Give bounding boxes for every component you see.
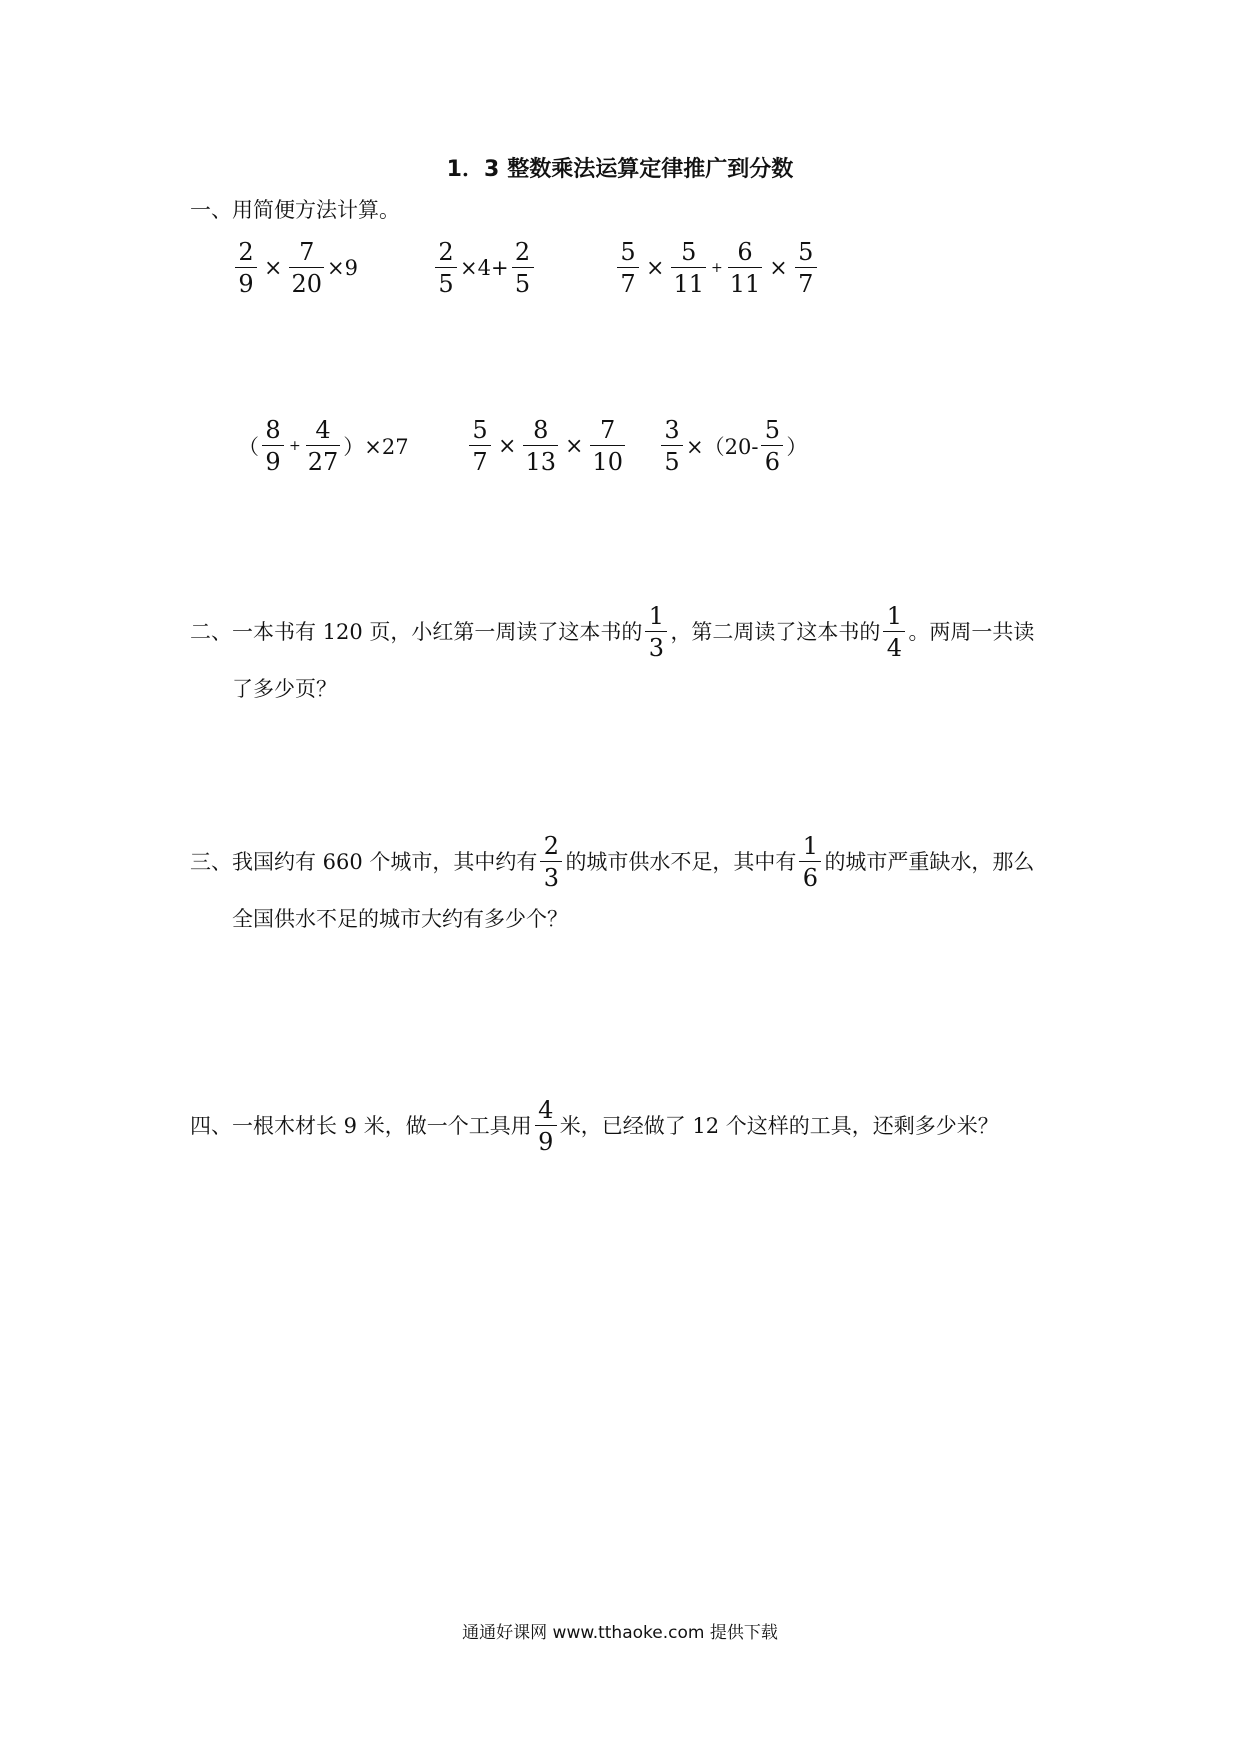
section1-heading: 一、用简便方法计算。 xyxy=(190,198,400,222)
problem-3-text-c: 的城市严重缺水，那么 xyxy=(824,850,1035,874)
fraction: $\frac{6}{11}$ xyxy=(729,238,761,298)
fraction: $\frac{5}{7}$ xyxy=(617,240,639,296)
fraction: $\frac{1}{4}$ xyxy=(883,604,905,660)
problem-2-text-c: 。两周一共读 xyxy=(908,620,1035,644)
fraction: $\frac{4}{27}$ xyxy=(307,416,339,476)
close-paren: ） xyxy=(786,435,808,459)
times-sign: × xyxy=(769,255,788,281)
fraction: $\frac{3}{5}$ xyxy=(661,418,683,474)
expression-1 xyxy=(232,240,358,296)
problem-4-line-1 xyxy=(190,1098,1070,1154)
problem-4 xyxy=(190,1098,1070,1154)
fraction: $\frac{1}{6}$ xyxy=(799,834,821,890)
problem-4-text-a: 四、一根木材长 9 米，做一个工具用 xyxy=(190,1114,532,1138)
expression-tail: ×9 xyxy=(326,256,358,280)
problem-3-line-2: 全国供水不足的城市大约有多少个？ xyxy=(232,907,568,931)
fraction: $\frac{7}{10}$ xyxy=(592,416,623,476)
fraction: $\frac{2}{9}$ xyxy=(235,240,257,296)
fraction: $\frac{5}{7}$ xyxy=(795,240,817,296)
fraction: $\frac{5}{6}$ xyxy=(761,418,783,474)
times-sign: × xyxy=(646,255,665,281)
problem-4-text-b: 米，已经做了 12 个这样的工具，还剩多少米？ xyxy=(559,1114,999,1138)
open-paren: （ xyxy=(238,435,259,459)
expression-2 xyxy=(432,240,537,296)
footer-credit: 通通好课网 www.tthaoke.com 提供下载 xyxy=(462,1623,778,1643)
fraction: $\frac{8}{13}$ xyxy=(525,416,556,476)
problem-3 xyxy=(190,834,1070,938)
expression-6 xyxy=(658,418,807,474)
fraction: $\frac{8}{9}$ xyxy=(262,418,284,474)
plus-sign: + xyxy=(710,260,723,276)
fraction: $\frac{2}{5}$ xyxy=(435,240,457,296)
problem-2-text-b: ，第二周读了这本书的 xyxy=(670,620,881,644)
problem-2-line-1 xyxy=(190,604,1070,660)
expression-mid: ×4+ xyxy=(460,256,509,280)
expression-4 xyxy=(238,418,409,474)
problem-2-line-2: 了多少页？ xyxy=(232,677,337,701)
problem-3-text-a: 三、我国约有 660 个城市，其中约有 xyxy=(190,850,538,874)
times-sign: × xyxy=(564,433,584,459)
times-sign: × xyxy=(264,255,283,281)
fraction: $\frac{5}{11}$ xyxy=(673,238,704,298)
problem-3-text-b: 的城市供水不足，其中有 xyxy=(565,850,797,874)
fraction: $\frac{4}{9}$ xyxy=(535,1098,557,1154)
expression-mid: ×（20- xyxy=(686,435,759,459)
page-title xyxy=(0,152,1240,183)
fraction: $\frac{7}{20}$ xyxy=(291,238,322,298)
problem-2 xyxy=(190,604,1070,708)
problem-3-line-1 xyxy=(190,834,1070,890)
expression-3 xyxy=(614,240,820,296)
expression-5 xyxy=(466,418,628,474)
title-text: 整数乘法运算定律推广到分数 xyxy=(507,157,794,182)
fraction: $\frac{2}{5}$ xyxy=(512,240,534,296)
fraction: $\frac{5}{7}$ xyxy=(469,418,491,474)
close-paren-tail: ）×27 xyxy=(343,435,409,459)
times-sign: × xyxy=(498,433,517,459)
title-number: 1．3 xyxy=(446,157,500,182)
fraction: $\frac{1}{3}$ xyxy=(645,604,667,660)
problem-2-text-a: 二、一本书有 120 页，小红第一周读了这本书的 xyxy=(190,620,643,644)
plus-sign: + xyxy=(289,438,301,454)
fraction: $\frac{2}{3}$ xyxy=(540,834,562,890)
